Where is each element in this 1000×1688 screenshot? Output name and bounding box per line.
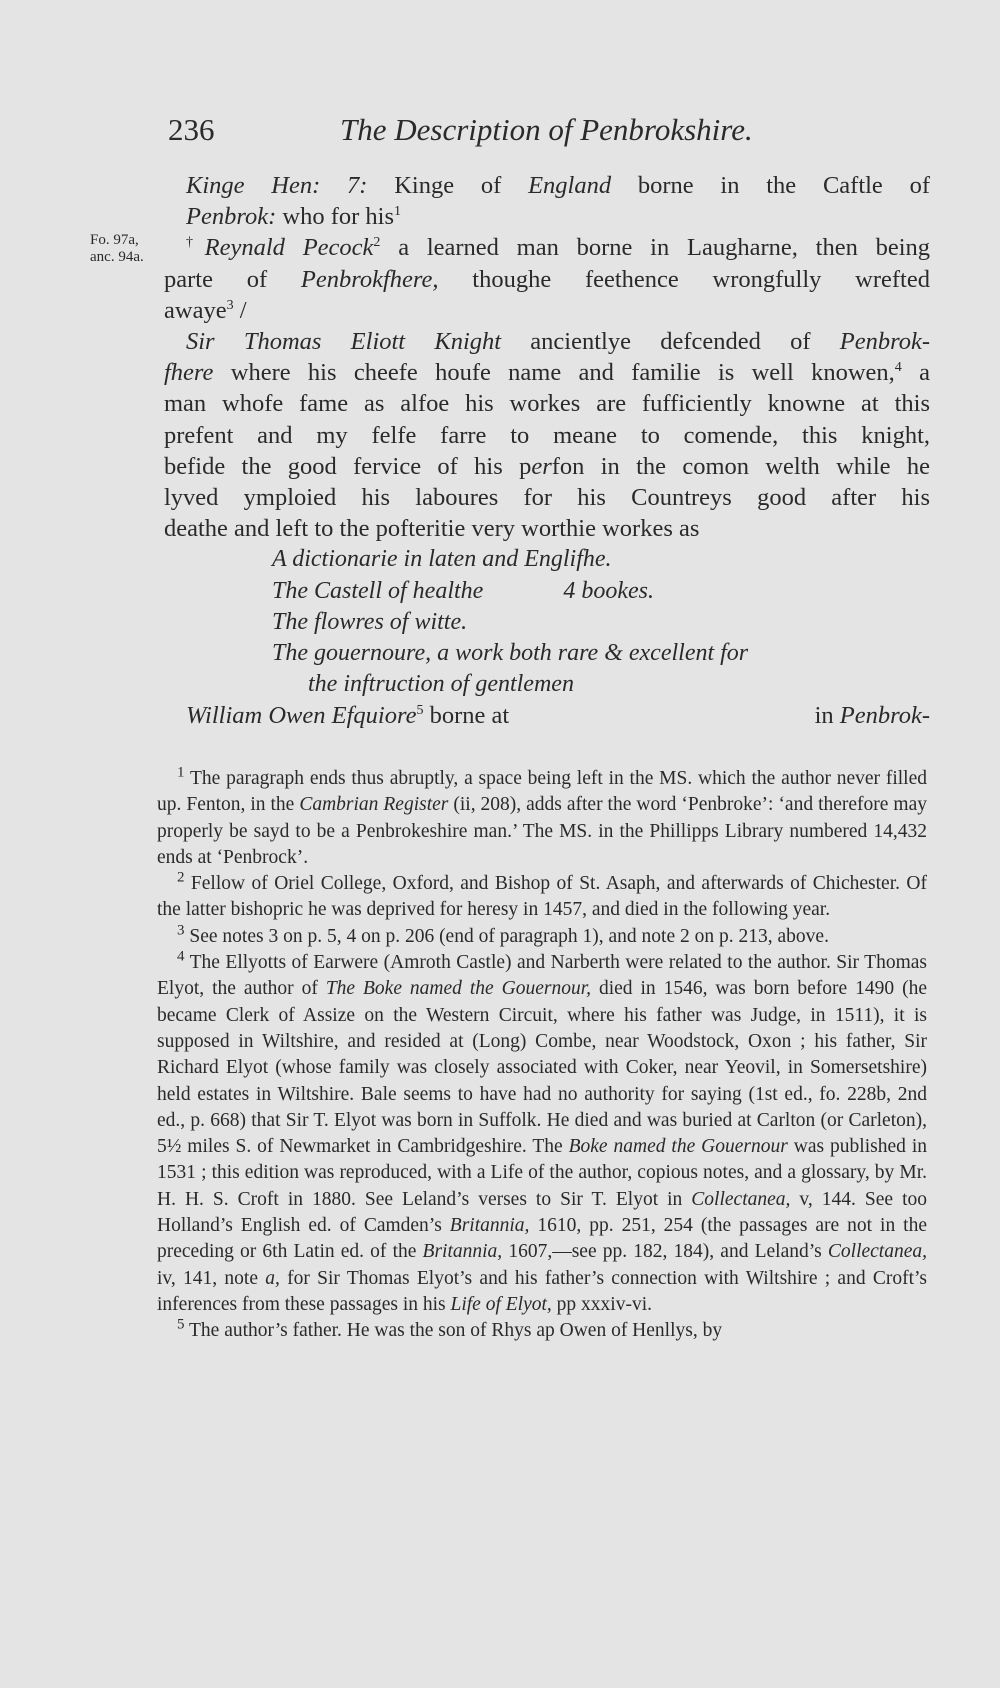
text-line: prefent and my felfe farre to meane to comende, this knight, xyxy=(164,421,930,449)
text-line: deathe and left to the pofteritie very worthie workes as xyxy=(164,515,700,543)
work-title: The Castell of healthe 4 bookes. xyxy=(272,577,654,604)
work-title: The flowres of witte. xyxy=(272,608,468,635)
text-line: †Reynald Pecock$^2$ a learned man borne in Laugharne, then being xyxy=(186,234,931,262)
footnotes xyxy=(157,766,927,1345)
text-line: William Owen Efquiore$^5$ borne at in Penbrok- xyxy=(186,702,930,730)
page-number: 236 xyxy=(168,112,215,147)
running-title: The Description of Penbrokshire. xyxy=(340,112,753,147)
folio-margin-note xyxy=(90,232,144,266)
text-line: awaye$^3$ / xyxy=(164,296,247,324)
text-line: befide the good fervice of his perfon in the comon welth while he xyxy=(164,452,930,480)
margin-note-line: Fo. 97a, xyxy=(90,232,139,248)
work-title: The gouernoure, a work both rare & excellent for xyxy=(272,640,749,667)
footnote-4: $^4$ The Ellyotts of Earwere (Amroth Castle) and Narberth were related to the author. Sir Thomas Elyot, the author of The Boke named the Gouernour, died in 1546, was born before 1490 (he became Clerk of Assize on the Western Circuit, where his father was Judge, in 1511), it is supposed in Wiltshire, and resided at (Long) Combe, near Woodstock, Oxon ; his father, Sir Richard Elyot (whose family was closely associated with Coker, near Yeovil, in Somersetshire) held estates in Wiltshire. Bale seems to have had no authority for saying (1st ed., fo. 228b, 2nd ed., p. 668) that Sir T. Elyot was born in Suffolk. He died and was buried at Carlton (or Carleton), 5½ miles S. of Newmarket in Cambridgeshire. The Boke named the Gouernour was published in 1531 ; this edition was reproduced, with a Life of the author, copious notes, and a glossary, by Mr. H. H. S. Croft in 1880. See Leland’s verses to Sir T. Elyot in Collectanea, v, 144. See too Holland’s English ed. of Camden’s Britannia, 1610, pp. 251, 254 (the passages are not in the preceding or 6th Latin ed. of the Britannia, 1607,—see pp. 182, 184), and Leland’s Collectanea, iv, 141, note a, for Sir Thomas Elyot’s and his father’s connection with Wiltshire ; and Croft’s inferences from these passages in his Life of Elyot, pp xxxiv-vi. xyxy=(157,948,927,1315)
text-line: man whofe fame as alfoe his workes are fufficiently knowne at this xyxy=(164,390,930,418)
margin-note-line: anc. 94a. xyxy=(90,249,144,265)
page-header xyxy=(168,112,928,152)
work-title: A dictionarie in laten and Englifhe. xyxy=(272,546,612,573)
text-line: Sir Thomas Eliott Knight ancientlye defcended of Penbrok- xyxy=(186,328,931,356)
work-title: the inftruction of gentlemen xyxy=(308,671,574,698)
text-line: Penbrok: who for his$^1$ xyxy=(186,203,401,231)
text-line: fhere where his cheefe houfe name and familie is well knowen,$^4$ a xyxy=(164,359,930,387)
footnote-2: $^2$ Fellow of Oriel College, Oxford, and Bishop of St. Asaph, and afterwards of Chichester. Of the latter bishopric he was deprived for heresy in 1457, and died in the following year. xyxy=(157,869,927,921)
footnote-1: $^1$ The paragraph ends thus abruptly, a space being left in the MS. which the author never filled up. Fenton, in the Cambrian Register (ii, 208), adds after the word ‘Penbroke’: ‘and therefore may properly be sayd to be a Penbrokeshire man.’ The MS. in the Phillipps Library numbered 14,432 ends at ‘Penbrock’. xyxy=(157,764,927,868)
works-list xyxy=(164,544,930,700)
text-line: parte of Penbrokfhere, thoughe feethence wrongfully wrefted xyxy=(164,265,930,293)
text-line: lyved ymploied his laboures for his Countreys good after his xyxy=(164,484,930,512)
main-text xyxy=(164,170,930,732)
footnote-3: $^3$ See notes 3 on p. 5, 4 on p. 206 (end of paragraph 1), and note 2 on p. 213, above. xyxy=(177,922,829,947)
footnote-5: $^5$ The author’s father. He was the son of Rhys ap Owen of Henllys, by xyxy=(177,1316,723,1342)
text-line: Kinge Hen: 7: Kinge of England borne in the Caftle of xyxy=(186,172,930,199)
